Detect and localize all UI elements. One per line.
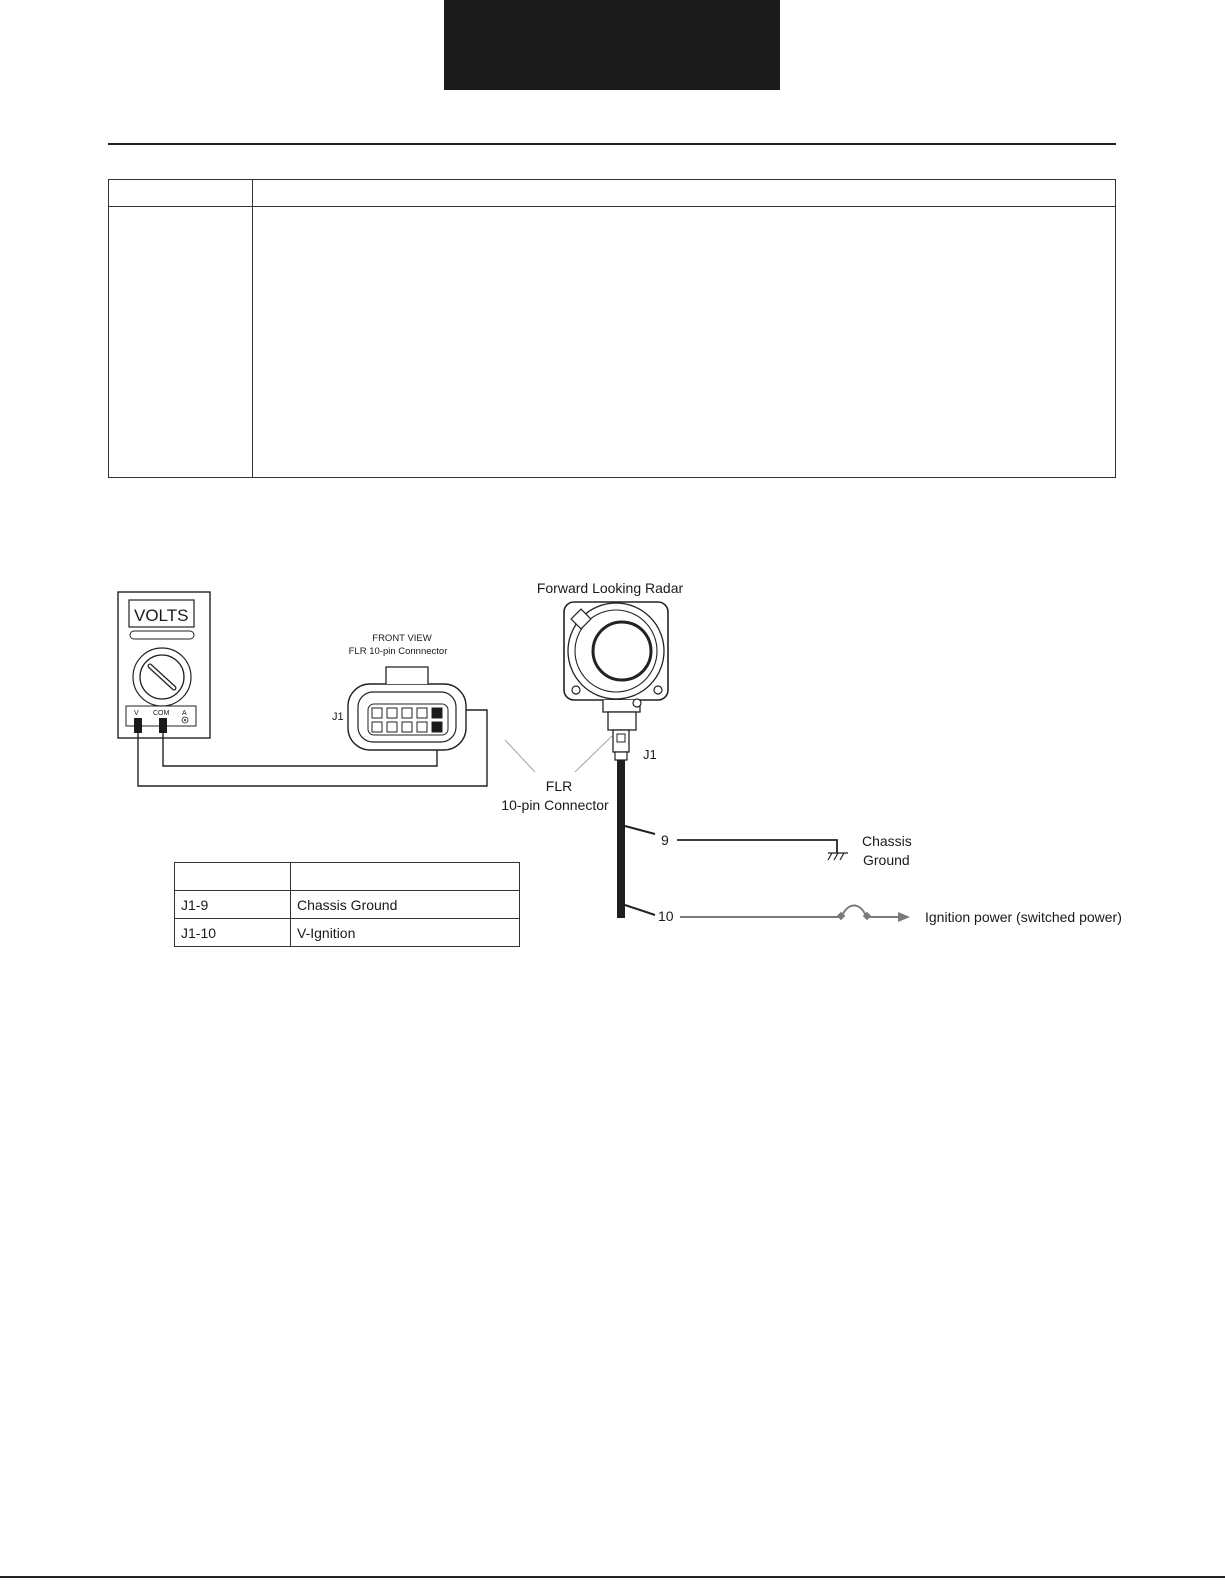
connector-callout-line2: 10-pin Connector xyxy=(501,797,609,813)
wire-9 xyxy=(625,826,912,868)
radar-harness xyxy=(617,760,625,918)
pin-table-row xyxy=(175,919,520,947)
connector-view-title-line1: FRONT VIEW xyxy=(372,633,432,644)
wire-10-destination: Ignition power (switched power) xyxy=(925,909,1122,925)
wire-10-arrow-icon xyxy=(898,912,910,922)
radar-connector-label: J1 xyxy=(643,747,657,762)
pin-table-pin-cell: J1-9 xyxy=(175,891,291,919)
meter-probe-v xyxy=(134,718,142,733)
meter-jack-label-v: V xyxy=(134,710,139,717)
step-table xyxy=(108,179,1116,478)
bottom-rule xyxy=(0,1576,1225,1578)
pin-table-function-cell: V-Ignition xyxy=(291,919,520,947)
pin-table-header-cell-1 xyxy=(175,863,291,891)
connector-view-title-line2: FLR 10-pin Connnector xyxy=(348,646,448,657)
radar-label: Forward Looking Radar xyxy=(536,580,684,596)
wire-10-number: 10 xyxy=(658,908,674,924)
pin-table-function-cell: Chassis Ground xyxy=(291,891,520,919)
header-block xyxy=(444,0,780,90)
pin-table-header-cell-2 xyxy=(291,863,520,891)
connector-front-view xyxy=(332,633,466,750)
step-table-body-cell-1 xyxy=(109,207,253,478)
connector-callout-line1: FLR xyxy=(545,778,573,794)
meter-probe-com xyxy=(159,718,167,733)
wire-9-destination-line2: Ground xyxy=(863,852,910,868)
connector-view-label: J1 xyxy=(332,711,344,723)
wire-9-destination-line1: Chassis xyxy=(862,833,912,849)
wire-10 xyxy=(625,905,1122,925)
pin-table xyxy=(174,862,520,947)
pin-table-header-row xyxy=(175,863,520,891)
forward-looking-radar xyxy=(564,602,668,760)
pin-table-row xyxy=(175,891,520,919)
wire-10-jumper-icon xyxy=(842,906,866,917)
meter-jack-label-com: COM xyxy=(153,710,170,717)
step-table-header-cell-2 xyxy=(253,180,1116,207)
meter-display-label: VOLTS xyxy=(134,606,189,625)
chassis-ground-icon xyxy=(828,853,848,860)
connector-cavity-10 xyxy=(432,708,442,718)
connector-callout-lines xyxy=(505,736,612,772)
multimeter xyxy=(118,592,210,738)
step-table-header-cell-1 xyxy=(109,180,253,207)
pin-table-pin-cell: J1-10 xyxy=(175,919,291,947)
wire-9-number: 9 xyxy=(661,832,669,848)
connector-cavity-9 xyxy=(432,722,442,732)
top-rule xyxy=(108,143,1116,145)
step-table-body-cell-2 xyxy=(253,207,1116,478)
meter-dial-knob xyxy=(133,648,191,706)
step-table-header-row xyxy=(109,180,1116,207)
step-table-body-row xyxy=(109,207,1116,478)
meter-jack-label-a: A xyxy=(182,710,187,717)
